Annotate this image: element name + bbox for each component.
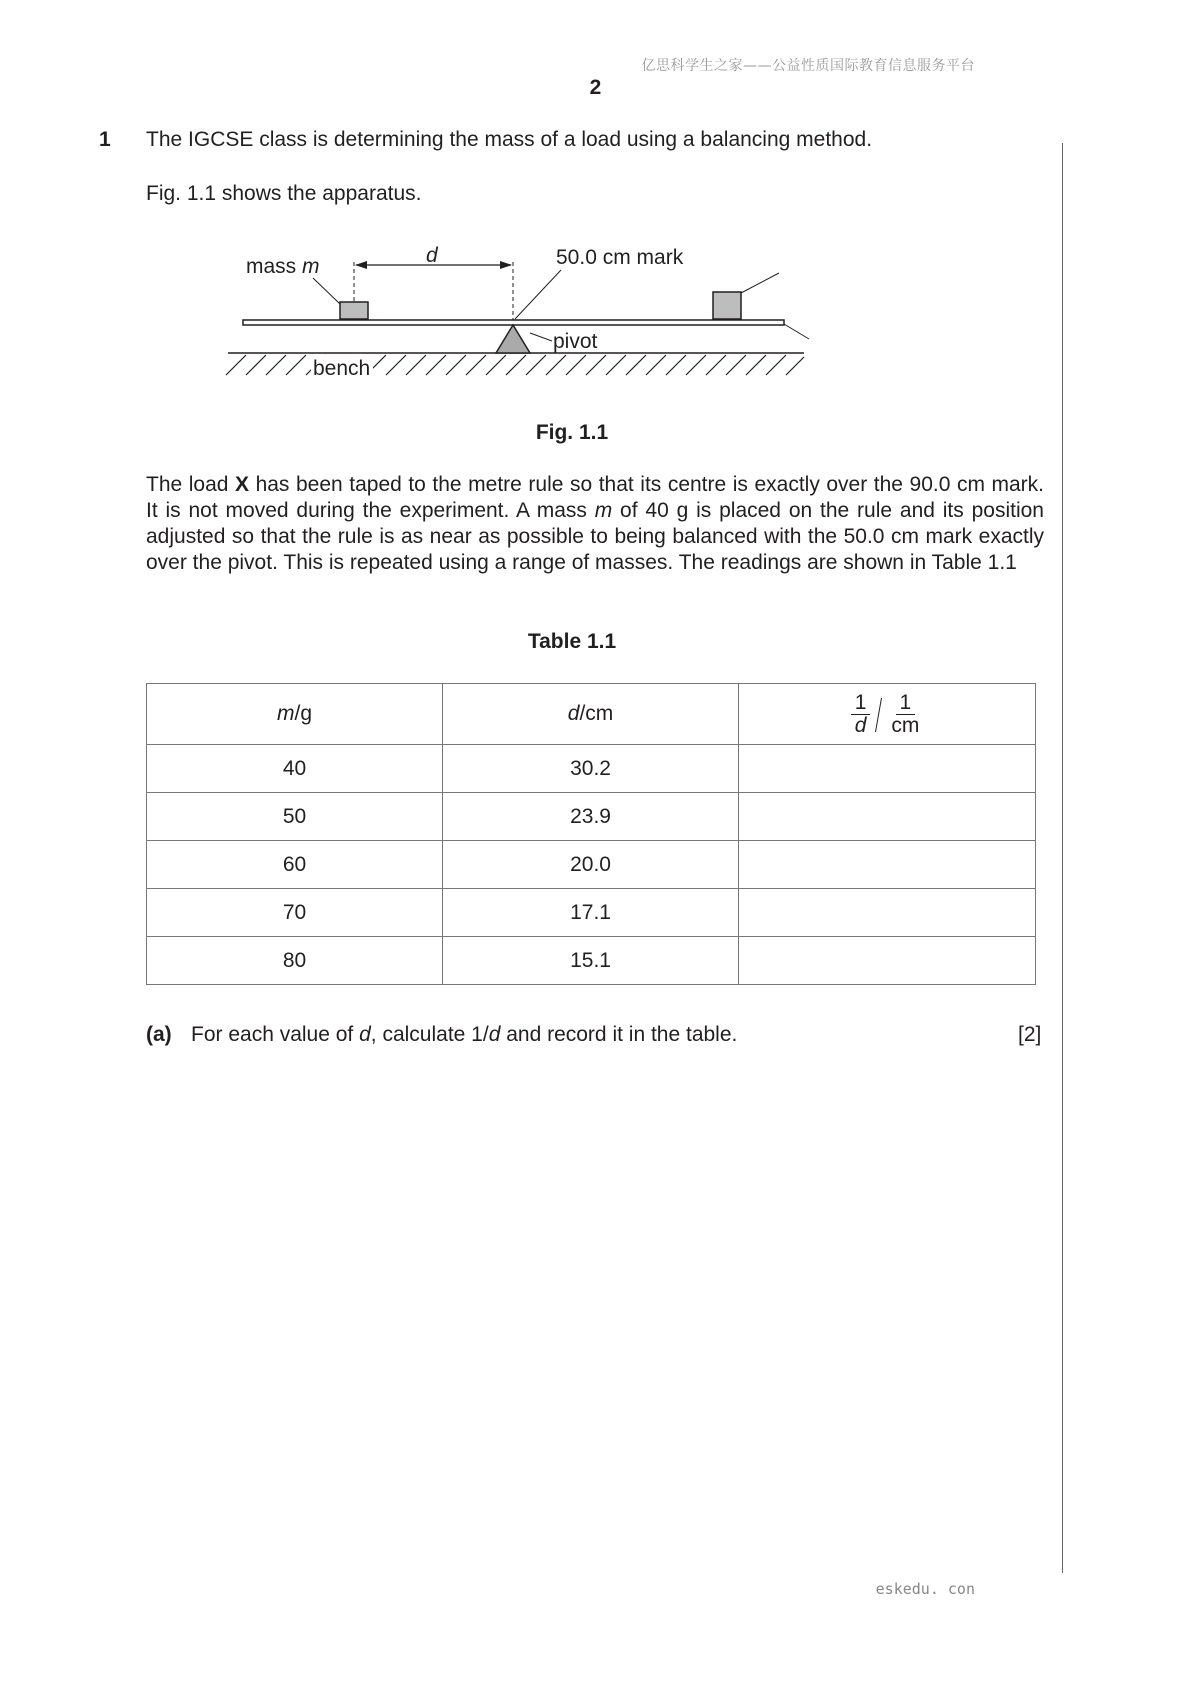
pivot-leader (530, 333, 552, 341)
inv-numerator: 1 (851, 692, 871, 715)
table-row (147, 745, 1036, 793)
rule-leader (784, 324, 809, 339)
question.part_a.text_parts-run: and record it in the table. (500, 1023, 738, 1046)
question.paragraph-run: of 40 g is placed on the rule and its position adjusted so that the rule is as near as possible to being balanced with the 50.0 cm mark exactly over the pivot. This is repeated using a range of masses. The readings are shown in Table 1.1 (146, 499, 1044, 574)
table-row (147, 793, 1036, 841)
header-mass-symbol: m (277, 702, 295, 725)
inv-denominator: d (854, 714, 867, 737)
inverse-distance-fraction (851, 692, 924, 737)
header-distance-symbol: d (567, 702, 580, 725)
cell-distance: 20.0 (443, 841, 739, 889)
label-50cm-mark: 50.0 cm mark (556, 246, 684, 269)
header-inverse-distance (739, 684, 1036, 745)
pivot-triangle (496, 325, 530, 353)
table-row (147, 937, 1036, 985)
footer-watermark: eskedu. con (875, 1580, 975, 1598)
cell-mass: 70 (147, 889, 443, 937)
question.part_a.text_parts-run: d (488, 1023, 501, 1046)
cell-distance: 15.1 (443, 937, 739, 985)
cell-mass: 60 (147, 841, 443, 889)
header-distance-unit: /cm (579, 702, 614, 725)
distance-arrowhead-right (500, 261, 512, 269)
figure-reference: Fig. 1.1 shows the apparatus. (146, 182, 422, 205)
table-row (147, 841, 1036, 889)
table-header-row (147, 684, 1036, 745)
header-watermark: 亿思科学生之家——公益性质国际教育信息服务平台 (641, 58, 975, 74)
mass-block (340, 302, 368, 319)
cell-inverse-distance[interactable] (739, 937, 1036, 985)
table-row (147, 889, 1036, 937)
question.paragraph-run: The load (146, 473, 235, 496)
question.paragraph-run: has been taped to the metre rule so that its centre is exactly over the 90.0 cm mark. It is not moved during the experiment. A mass (146, 473, 1044, 522)
load-x-block (713, 292, 741, 319)
metre-rule (243, 320, 784, 325)
question.paragraph-run: m (594, 499, 613, 522)
cell-mass: 50 (147, 793, 443, 841)
question.part_a.text_parts-run: For each value of (191, 1023, 360, 1046)
cell-inverse-distance[interactable] (739, 841, 1036, 889)
cell-inverse-distance[interactable] (739, 793, 1036, 841)
label-pivot: pivot (553, 330, 598, 353)
unit-numerator: 1 (896, 692, 916, 715)
unit-denominator: cm (891, 714, 920, 737)
apparatus-diagram (0, 0, 1191, 420)
experiment-description (146, 472, 1044, 576)
mass-leader (313, 278, 340, 304)
label-bench: bench (313, 357, 371, 380)
label-mass (246, 255, 320, 278)
load-leader (741, 273, 779, 293)
header-distance (443, 684, 739, 745)
label-distance: d (426, 244, 438, 267)
header-mass (147, 684, 443, 745)
figure-caption: Fig. 1.1 (535, 421, 609, 444)
cell-distance: 23.9 (443, 793, 739, 841)
cell-mass: 80 (147, 937, 443, 985)
question-number: 1 (99, 128, 111, 151)
cell-distance: 30.2 (443, 745, 739, 793)
cell-inverse-distance[interactable] (739, 745, 1036, 793)
results-table (146, 683, 1036, 985)
distance-arrowhead-left (355, 261, 367, 269)
question.part_a.text_parts-run: d (359, 1023, 371, 1046)
question.paragraph-run: X (235, 473, 250, 496)
part-a-label: (a) (146, 1023, 172, 1046)
cell-inverse-distance[interactable] (739, 889, 1036, 937)
header-mass-unit: /g (294, 702, 313, 725)
cell-mass: 40 (147, 745, 443, 793)
unit-separator (875, 698, 882, 732)
table-caption: Table 1.1 (527, 630, 617, 653)
mark-leader (515, 270, 561, 319)
label-mass-word: mass (246, 255, 297, 278)
question-intro: The IGCSE class is determining the mass of a load using a balancing method. (146, 128, 873, 151)
part-a-instruction (191, 1023, 737, 1047)
cell-distance: 17.1 (443, 889, 739, 937)
part-a-marks: [2] (1018, 1023, 1042, 1046)
label-mass-symbol: m (302, 255, 320, 278)
question.part_a.text_parts-run: , calculate 1/ (370, 1023, 489, 1046)
page-number: 2 (589, 76, 602, 99)
